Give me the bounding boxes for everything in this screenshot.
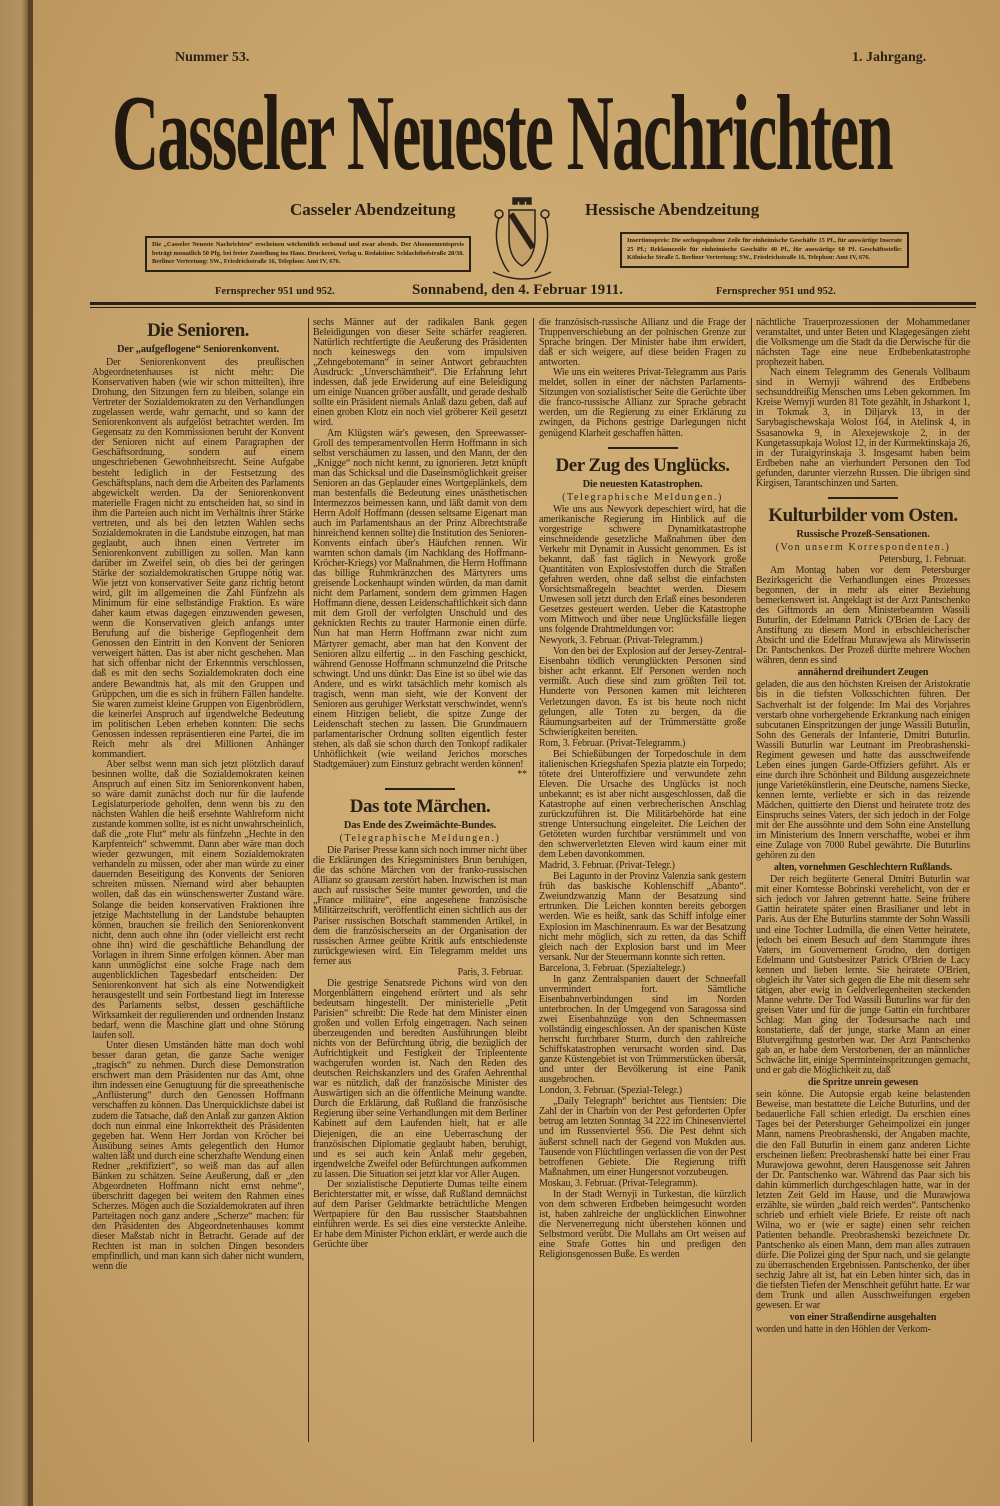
article-paragraph: Die gestrige Senatsrede Pichons wird von den Morgenblättern eingehend erörtert und als sehr bedeutsam hingestellt. Der ministerielle „Petit Parisien“ schreibt: Die Rede hat dem Minister einen großen und vollen Erfolg eingetragen. Nach seinen überzeugenden und beredten Ausführungen bleibt nichts von der Befürchtung übrig, die bezüglich der Aufrichtigkeit und Festigkeit der Tripleentente wachgerufen worden ist. Nach den Reden des deutschen Reichskanzlers und des Grafen Aehrenthal war es nützlich, daß der französische Minister des Auswärtigen sich an die öffentliche Meinung wandte. Durch die Erklärung, daß Rußland die französische Regierung über seine Verhandlungen mit dem Berliner Kabinett auf dem Laufenden hielt, hat er alle Diejenigen, die an eine Ueberraschung der französischen Diplomatie geglaubt haben, beruhigt, und es sei auch kein Anlaß mehr gegeben, irgendwelche Zweifel oder Befürchtungen aufkommen zu lassen. Die Situation sei jetzt klar vor Aller Augen.	[313, 977, 527, 1180]
masthead-rule-thin	[90, 307, 976, 308]
issue-number: Nummer 53.	[175, 50, 250, 65]
article-paragraph: sechs Männer auf der radikalen Bank gegen Beleidigungen von dieser Seite schärfer reagieren. Natürlich rechtfertigte die Aeußerung des Präsidenten noch keineswegs den vom impulsiven „Zehngebotemann“ in seiner Antwort gebrauchten Ausdruck: „Unverschämtheit“. Die Erfahrung lehrt indessen, daß jede Erwiderung auf eine Beleidigung um einige Nuancen gröber ausfällt, und gerade deshalb sollte ein Präsident niemals Anlaß dazu geben, daß auf einen groben Klotz ein noch viel gröberer Keil gesetzt wird.	[313, 318, 527, 429]
article-paragraph: Wie uns ein weiteres Privat-Telegramm aus Paris meldet, sollen in einer der nächsten Parlaments-Sitzungen von sozialistischer Seite die Gerüchte über die franco-russische Allianz zur Sprache gebracht werden, um die Regierung zu einer Erklärung zu zwingen, da Pichons gestrige Darlegungen nicht genügend Klarheit geschaffen hätten.	[539, 367, 746, 439]
emphasis-subhead: die Spritze unrein gewesen	[807, 1077, 919, 1089]
article-paragraph: Die Pariser Presse kann sich noch immer nicht über die Erklärungen des Kriegsministers Brun beruhigen, die das schöne Märchen von der franko-russischen Allianz so grausam zerstört haben. Inzwischen ist man auch auf russischer Seite munter geworden, und die „France militaire“, eine angesehene französische Militärzeitschrift, veröffentlicht einen sichtlich aus der Pariser russischen Botschaft stammenden Artikel, in dem die französischerseits an der Organisation der russischen Armee geübte Kritik aufs entschiedenste zurückgewiesen wird. Ein Telegramm meldet uns ferner aus	[313, 845, 527, 967]
dateline: Madrid, 3. Februar. (Privat-Telegr.)	[539, 860, 675, 872]
adjacent-page-edge	[0, 0, 30, 1506]
article-paragraph: nächtliche Trauerprozessionen der Mohammedaner veranstaltet, und unter Beten und Klagegesängen zieht die Volksmenge um die Stadt da die Derwische für die nächsten Tage eine neue Erdbebenkatastrophe prophezeit haben.	[756, 318, 970, 369]
masthead-title	[112, 80, 897, 188]
article-paragraph: Bei Lagunto in der Provinz Valenzia sank gestern früh das baskische Kohlenschiff „Abanto“. Zweiundzwanzig Mann der Besatzung sind ertrunken. Die Leichen konnten bereits geborgen werden. Wie es heißt, sank das Schiff infolge einer Explosion im Maschinenraum. Es war der Besatzung nicht mehr möglich, sich zu retten, da das Schiff gleich nach der Explosion barst und im Meer versank. Nur der Steuermann konnte sich retten.	[539, 871, 746, 963]
article-subheadline: Die neuesten Katastrophen.	[582, 478, 703, 490]
article-paragraph: geladen, die aus den höchsten Kreisen der Aristokratie bis in die tiefsten Volksschichten führen. Der Sachverhalt ist der folgende: Im Mai des Vorjahres verstarb ohne vorhergehende Erkrankung nach einigen subcutanen Einspritzungen der junge Wassili Buturlin, Sohn des Generals der Infanterie, Dmitri Buturlin. Wassili Buturlin war Leutnant im Preobrashenski-Regiment gewesen und hatte das ausschweifende Leben eines jungen Garde-Offiziers geführt. Als er eine durch ihre Schönheit und Bildung ausgezeichnete junge Varietékünstlerin, eine Deutsche, namens Siecke, kennen lernte, verliebte er sich in das reizende Mädchen, quittierte den Dienst und heiratete trotz des Einspruchs seines Vaters, der sich jedoch in der Folge mit der Ehe aussöhnte und dem Sohn eine Anstellung im Ministerium des Innern verschaffte, wobei er ihm eine Zulage von 7000 Rubel gewährte. Die Buturlins gehören zu den	[756, 679, 970, 862]
dateline: Rom, 3. Februar. (Privat-Telegramm.)	[539, 737, 686, 749]
section-rule	[385, 788, 455, 790]
article-paragraph: In der Stadt Wernyji in Turkestan, die kürzlich von dem schweren Erdbeben heimgesucht worden ist, haben zahlreiche der unglücklichen Einwohner die Nervenerregung nicht überstehen können und Selbstmord verübt. Die Mullahs am Ort weisen auf eine Strafe Gottes hin und predigen den Religionsgenossen Buße. Es werden	[539, 1188, 746, 1261]
article-source-line: (Telegraphische Meldungen.)	[562, 491, 723, 503]
article-headline: Das tote Märchen.	[349, 796, 491, 818]
article-paragraph: Unter diesen Umständen hätte man doch wohl besser daran getan, die ganze Sache weniger „tragisch“ zu nehmen. Durch diese Demonstration erschwert man dem Präsidenten nur das Amt, ohne ihm indessen eine Genugtuung für die spreeathenische „Anflüsterung“ durch den Genossen Hoffmann verschaffen zu können. Das Unerquicklichste dabei ist zudem die Tatsache, daß den Anlaß zur ganzen Aktion doch nun einmal eine Inkorrektheit des Präsidenten gegeben hat. Wenn Herr Jordan von Kröcher bei Ausübung seines Amts gelegentlich den Humor walten läßt und durch eine scherzhafte Wendung einen Redner „rektifiziert“, so weiß man das auf allen Bänken zu schätzen. Seine Aeußerung, daß er „den Abgeordneten Hoffmann nicht ernst nehme“, überschritt dagegen bei weitem den Rahmen eines Scherzes. Mögen auch die Sozialdemokraten auf ihren Parteitagen noch ganz andere „Scherze“ machen: für den Präsidenten des Abgeordnetenhauses kommt dieser Maßstab nicht in Betracht. Gerade auf der Rechten ist man in solchen Dingen besonders empfindlich, und man kann sich daher nicht wundern, wenn die	[92, 1040, 304, 1273]
article-paragraph: Von den bei der Explosion auf der Jersey-Zentral-Eisenbahn tödlich verunglückten Personen sind bisher acht erkannt. Elf Personen werden noch vermißt. Auch diese sind zum größten Teil tot. Hunderte von Personen kamen mit leichteren Verletzungen davon. Es ist bis heute noch nicht gelungen, alle Toten zu bergen, da die Räumungsarbeiten auf der Trümmerstätte große Schwierigkeiten bereiten.	[539, 646, 746, 738]
dateline: Petersburg, 1. Februar.	[878, 553, 966, 565]
emphasis-subhead: von einer Straßendirne ausgehalten	[789, 1312, 937, 1324]
column-divider	[751, 318, 752, 1442]
column-2	[313, 318, 527, 1446]
section-rule	[828, 497, 898, 499]
section-rule	[608, 447, 678, 449]
masthead-rule	[90, 302, 976, 305]
article-paragraph: „Daily Telegraph“ berichtet aus Tientsien: Die Zahl der in Charbin von der Pest geforderten Opfer betrug am letzten Sonntag 34 222 im Chinesenviertel und im Russenviertel 956. Die Pest dehnt sich äußerst schnell nach der Gegend von Mukden aus. Tausende von Flüchtlingen verlassen die von der Pest betroffenen Gebiete. Die Regierung trifft Maßnahmen, um einer Hungersnot vorzubeugen.	[539, 1096, 746, 1178]
article-paragraph: Nach einem Telegramm des Generals Vollbaum sind in Wernyji während des Erdbebens sechsunddreißig Menschen ums Leben gekommen. Im Kreise Wernyji wurden 81 Tote gezählt, in Jsharkont 1, in Tokmak 3, in Diljaryk 13, in der Sarybagischewskaja Wolost 164, in Atelinsk 4, in Ssasanowka 9, in Alexejewskoje 2, in der Kungetassupkaja Wolost 12, in der Kurmektinskaja 26, in der Turaigyrinskaja 3. Insgesamt haben beim Erdbeben nahe an vierhundert Personen den Tod gefunden, darunter vierzehn Russen. Die übrigen sind Kirgisen, Tarantschinzen und Sarten.	[756, 367, 970, 489]
subscription-info-box: Die „Casseler Neueste Nachrichten“ erscheinen wöchentlich sechsmal und zwar abends. Der Abonnementspreis beträgt monatlich 50 Pfg. bei freier Zustellung ins Haus. Druckerei, Verlag u. Redaktion: Schlachthofstraße 28/30. Berliner Vertretung: SW., Friedrichstraße 16, Telephon: Amt IV, 676.	[145, 236, 471, 272]
author-signature: **	[517, 769, 527, 781]
column-divider	[308, 318, 309, 1442]
article-headline: Die Senioren.	[147, 320, 249, 341]
article-paragraph: Wie uns aus Newyork depeschiert wird, hat die amerikanische Regierung im Hinblick auf die vorgestrige schwere Dynamitkatastrophe einschneidende gesetzliche Maßnahmen über den Verkehr mit Dynamit in Aussicht genommen. Es ist bekannt, daß fast täglich in Newyork große Quantitäten von Explosivstoffen durch die Straßen gefahren werden, ohne daß selbst die einfachsten Vorsichtsmaßregeln beachtet werden. Diesem Unwesen soll jetzt durch den Erlaß eines besonderen Gesetzes gesteuert werden. Ueber die Katastrophe vom Mittwoch und über neue Unglücksfälle liegen uns folgende Drahtmeldungen vor:	[539, 503, 746, 636]
article-paragraph: Am Klügsten wär's gewesen, den Spreewasser-Groll des temperamentvollen Herrn Hoffmann in sich selbst verschäumen zu lassen, und den Mann, der den „Knigge“ noch nicht kennt, zu ignorieren. Jetzt knüpft man das Schicksal und die Daseinsmöglichkeit greiser Senioren an das Geplauder eines Wortgeplänkels, dem man bestenfalls die Bedeutung eines unästhetischen Intermezzos beimessen kann, und läßt damit von dem Herrn Adolf Hoffmann (dessen seltsame Eigenart man auch im Parlamentshaus an der Prinz Albrechtstraße hinreichend kennen sollte) die Institution des Senioren-Konvents einfach über's Häufchen rennen. Wir warnten schon damals (im Nachklang des Hoffmann-Kröcher-Kriegs) vor Maßnahmen, die Herrn Hoffmann das billige Ruhmkränzchen des Märtyrers ums greisende Lockenhaupt winden würden, da man damit nicht dem Parlament, sondern dem grimmen Hagen Hoffmann diene, dessen Leidenschaftlichkeit sich dann mit dem Groll der verfolgten Unschuld und des geknickten Rechts zu trauter Harmonie einen dürfe. Nun hat man Herrn Hoffmann zwar nicht zum Märtyrer gemacht, aber man hat den Konvent der Senioren allzu eilfertig ... in den Fasching geschickt, während Genosse Hoffmann schmunzelnd die Pritsche schwingt. Und uns dünkt: Das Eine ist so übel wie das Andere, und es wirkt tatsächlich mehr komisch als tragisch, wenn man sieht, wie der Konvent der Senioren aus geruhiger Werkstatt verschwindet, wenn's einem Hitzigen beliebt, die spitze Zunge der Leidenschaft stechen zu lassen. Die Grundmauern parlamentarischer Ordnung sollten eigentlich fester stehen, als daß sie schon durch den Tonkopf radikaler Unhöflichkeit (wie weiland Jerichos morsches Stadtgemäuer) zum Einsturz gebracht werden können!	[313, 427, 527, 771]
masthead-title-text: Casseler Neueste Nachrichten	[112, 80, 892, 188]
article-paragraph: Am Montag haben vor dem Petersburger Bezirksgericht die Verhandlungen eines Prozesses begonnen, der in mehr als einer Beziehung bemerkenswert ist. Angeklagt ist der Arzt Pantschenko des Giftmords an dem Ministerbeamten Wassili Buturlin, der Edelmann Patrick O'Brien de Lacy der Anstiftung zu diesem Mord in erbschleicherischer Absicht und die Edelfrau Murawjewa als Mitwisserin Dr. Pantschenkos. Der Prozeß dürfte mehrere Wochen währen, denn es sind	[756, 564, 970, 667]
article-headline: Kulturbilder vom Osten.	[768, 504, 958, 526]
article-subheadline: Russische Prozeß-Sensationen.	[796, 528, 930, 540]
phone-right: Fernsprecher 951 und 952.	[716, 286, 836, 297]
article-paragraph: Bei Schießübungen der Torpedoschule in dem italienischen Kriegshafen Spezia platzte ein Torpedo; tötete drei Unteroffiziere und verwundete zehn Eleven. Die Ursache des Unglücks ist noch unbekannt; es ist aber nicht ausgeschlossen, daß die Katastrophe auf einen verbrecherischen Anschlag zurückzuführen ist. Die Militärbehörde hat eine strenge Untersuchung eingeleitet. Die Leichen der Getöteten wurden furchtbar verstümmelt und von den schwerverletzten Eleven wird kaum einer mit dem Leben davonkommen.	[539, 748, 746, 861]
subtitle-right: Hessische Abendzeitung	[585, 200, 760, 219]
column-4	[756, 318, 970, 1446]
dateline: Barcelona, 3. Februar. (Spezialtelegr.)	[539, 962, 686, 974]
phone-left: Fernsprecher 951 und 952.	[215, 286, 335, 297]
article-source-line: (Von unserm Korrespondenten.)	[775, 541, 951, 553]
article-paragraph: Der Seniorenkonvent des preußischen Abgeordnetenhauses ist nicht mehr: Die Konservativen haben (wie wir schon mitteilten), ihre Drohung, den Sitzungen fern zu bleiben, solange ein Vertreter der Sozialdemokraten zu den Verhandlungen zugelassen werde, wahr gemacht, und so kann der Seniorenkonvent als aufgelöst betrachtet werden. Im Gegensatz zu den Kommissionen beruht der Konvent der Senioren nicht auf einem Paragraphen der Geschäftsordnung, sondern auf einem ungeschriebenen Gewohnheitsrecht. Seine Aufgabe besteht lediglich in der Festsetzung des Geschäftsplans, nach dem die Arbeiten des Parlaments abgewickelt werden. Da der Seniorenkonvent materielle Fragen nicht zu entscheiden hat, so sind in ihm die Parteien auch nicht im Verhältnis ihrer Stärke vertreten, und als bei den letzten Wahlen sechs Sozialdemokraten in die Landstube einzogen, hat man geglaubt, auch ihnen einen Vertreter im Seniorenkonvent zubilligen zu sollen. Man kann darüber im Zweifel sein, ob dies bei der geringen Stärke der sozialdemokratischen Gruppe nötig war. Wie jetzt von konservativer Seite ganz richtig betont wird, gilt im allgemeinen die Zahl Fünfzehn als Minimum für eine selbständige Fraktion. Es wäre daher kaum etwas dagegen einzuwenden gewesen, wenn die Konservativen gleich anfangs unter Berufung auf die bisherige Gepflogenheit dem Genossen den Eintritt in den Konvent der Senioren verweigert hätten. Das ist aber nicht geschehen. Man hat sich offenbar nicht der Erkenntnis verschlossen, daß es mit den sechs Sozialdemokraten doch eine andere Bewandtnis hat, als mit den Gruppen und Grüppchen, um die es sich in frühern Fällen handelte. Sie waren zumeist kleine Gruppen von Eigenbrödlern, die keinerlei Anspruch auf irgendwelche Bedeutung im politischen Leben erheben konnten: Die sechs Genossen indessen repräsentieren eine Partei, die im Reich mehr als drei Millionen Anhänger kommandiert.	[92, 357, 304, 760]
dateline: London, 3. Februar. (Spezial-Telegr.)	[539, 1085, 682, 1097]
article-paragraph: die französisch-russische Allianz und die Frage der Truppenverschiebung an der polnischen Grenze zur Sprache bringen. Der Minister habe ihm erwidert, daß er sich weigere, auf diese beiden Fragen zu antworten.	[539, 318, 746, 369]
advertising-rates-box: Insertionspreis: Die sechsgespaltene Zeile für einheimische Geschäfte 15 Pf., für auswärtige Inserate 25 Pf.; Reklamezeile für einheimische Geschäfte 40 Pf., für auswärtige 60 Pf. Geschäftsstelle: Kölnische Straße 5. Berliner Vertretung: SW., Friedrichstraße 16, Telephon: Amt IV, 676.	[620, 232, 909, 268]
emphasis-subhead: alten, vornehmen Geschlechtern Rußlands.	[773, 862, 953, 874]
dateline: Paris, 3. Februar.	[457, 966, 523, 978]
volume-label: 1. Jahrgang.	[852, 50, 927, 65]
article-paragraph: Aber selbst wenn man sich jetzt plötzlich darauf besinnen wollte, daß die Sozialdemokraten keinen Anspruch auf einen Sitz im Seniorenkonvent haben, so wäre damit zunächst doch nur für die laufende Legislaturperiode geholfen, denn wenn bis zu den nächsten Wahlen die heiß ersehnte Wahlreform nicht zustande kommen sollte, ist es nicht unwahrscheinlich, daß die „rote Flut“ mehr als fünfzehn „Hechte in den Karpfenteich“ schwemmt. Dann aber wäre man doch wieder gezwungen, mit einem Sozialdemokraten verhandeln zu müssen, oder aber man würde zu einer dauernden Beseitigung des Konvents der Senioren schreiten müssen. Niemand wird aber behaupten wollen, daß das ein wünschenswerter Zustand wäre. Solange die beiden konservativen Fraktionen ihre jetzige Machtstellung in der Landstube behaupten können, brauchen sie freilich den Seniorenkonvent nicht, denn auch ohne ihn (oder vielleicht erst recht ohne ihn) wird die geschäftliche Behandlung der Vorlagen in ihrem Sinne erfolgen können. Aber man kann unmöglichst eine solche Frage nach dem augenblicklichen Tagesbedarf entscheiden: Der Seniorenkonvent hat sich als eine Notwendigkeit herausgestellt und sein Fortbestand liegt im Interesse des Parlaments selbst, dessen geschäftliche Wirksamkeit der regulierenden und ordnenden Instanz bedarf, wenn die Maschine glatt und ohne Störung laufen soll.	[92, 758, 304, 1042]
article-headline: Der Zug des Unglücks.	[555, 454, 730, 476]
column-1	[92, 318, 304, 1446]
issue-date: Sonnabend, den 4. Februar 1911.	[412, 282, 624, 298]
article-paragraph: Der sozialistische Deputierte Dumas teilte einem Berichterstatter mit, er wisse, daß Rußland demnächst auf dem Pariser Geldmarkte beträchtliche Mengen Wertpapiere für den Bau russischer Staatsbahnen einführen werde. Es sei dies eine versteckte Anleihe. Er habe dem Minister Pichon erklärt, er werde auch die Gerüchte über	[313, 1178, 527, 1251]
column-3	[539, 318, 746, 1446]
dateline: Moskau, 3. Februar. (Privat-Telegramm).	[539, 1177, 698, 1189]
article-source-line: (Telegraphische Meldungen.)	[339, 833, 501, 845]
article-paragraph: sein könne. Die Autopsie ergab keine belastenden Beweise, man bestattete die Leiche Buturlins, und der bedauerliche Fall schien erledigt. Da erschien eines Tages bei der Petersburger Geheimpolizei ein junger Mann, namens Preobrashenski, der Angaben machte, die den Fall Buturlin in einem ganz anderen Lichte erscheinen ließen: Preobrashenski hatte bei einer Frau Murawjowa gewohnt, deren Hausgenosse seit Jahren der Dr. Pantschenko war. Während das Paar sich bis dahin kümmerlich durchgeschlagen hatte, war in der letzten Zeit Geld im Hause, und die Murawjowa erzählte, sie würden „bald reich werden“. Pantschenko schrieb und erhielt viele Briefe. Er reiste oft nach Wilna, wo er (wie er sagte) einen sehr reichen Patienten behandle. Preobrashenski bezeichnete Dr. Pantschenko als einen Mann, dem man alles zutrauen dürfe. Die Polizei ging der Spur nach, und sie gelangte zu überraschenden Ergebnissen. Pantschenko, der über sechzig Jahre alt ist, hat ein Leben hinter sich, das in die tiefsten Tiefen der Menschheit geführt hatte. Er war dem Trunk und allen Ausschweifungen ergeben gewesen. Er war	[756, 1089, 970, 1312]
column-divider	[533, 318, 534, 1442]
dateline: Newyork, 3. Februar. (Privat-Telegramm.)	[539, 635, 703, 647]
article-paragraph: Der reich begüterte General Dmitri Buturlin war mit einer Komtesse Bobrinski verehelicht, von der er sich jedoch vor Jahren getrennt hatte. Seine frühere Gattin heiratete später einen Brasilianer und lebt in Paris. Aus der Ehe Buturlins stammte der Sohn Wassili und eine Tochter Ludmilla, die einen Vetter heiratete, jedoch bei einem Besuch auf dem Stammgute ihres Vaters, im Gouvernement Grodno, den dortigen Edelmann und Gutsbesitzer Patrick O'Brien de Lacy kennen und lieben lernte. Sie heiratete O'Brien, obgleich ihr Vater sich gegen die Ehe mit diesem sehr tätigen, aber ewig in Geldverlegenheiten steckenden Manne wehrte. Der Tod Wassili Buturlins war für den greisen Vater und für die junge Gattin ein furchtbarer Schlag: Man ging der Todesursache nach und konstatierte, daß der junge, starke Mann an einer Blutvergiftung gestorben war. Der Arzt Pantschenko gab an, er habe dem Verstorbenen, der an männlicher Schwäche litt, einige Sperminteinspritzungen gemacht, und er gab die Möglichkeit zu, daß	[756, 874, 970, 1077]
coat-of-arms-icon	[485, 190, 560, 285]
article-subheadline: Das Ende des Zweimächte-Bundes.	[343, 820, 497, 832]
article-subheadline: Der „aufgeflogene“ Seniorenkonvent.	[116, 344, 280, 355]
subtitle-left: Casseler Abendzeitung	[290, 200, 456, 219]
article-paragraph: In ganz Zentralspanien dauert der Schneefall unvermindert fort. Sämtliche Eisenbahnverbindungen sind im Norden unterbrochen. In der Umgegend von Saragossa sind zwei Eisenbahnzüge von den Schneemassen vollständig eingeschlossen. An der spanischen Küste herrscht furchtbarer Sturm, durch den zahlreiche Schiffskatastrophen verursacht worden sind. Das ganze Küstengebiet ist von Trümmerstücken übersät, und unter der Bevölkerung ist eine Panik ausgebrochen.	[539, 973, 746, 1086]
emphasis-subhead: annähernd dreihundert Zeugen	[797, 667, 929, 679]
article-paragraph: worden und hatte in den Höhlen der Verkom-	[756, 1324, 931, 1336]
